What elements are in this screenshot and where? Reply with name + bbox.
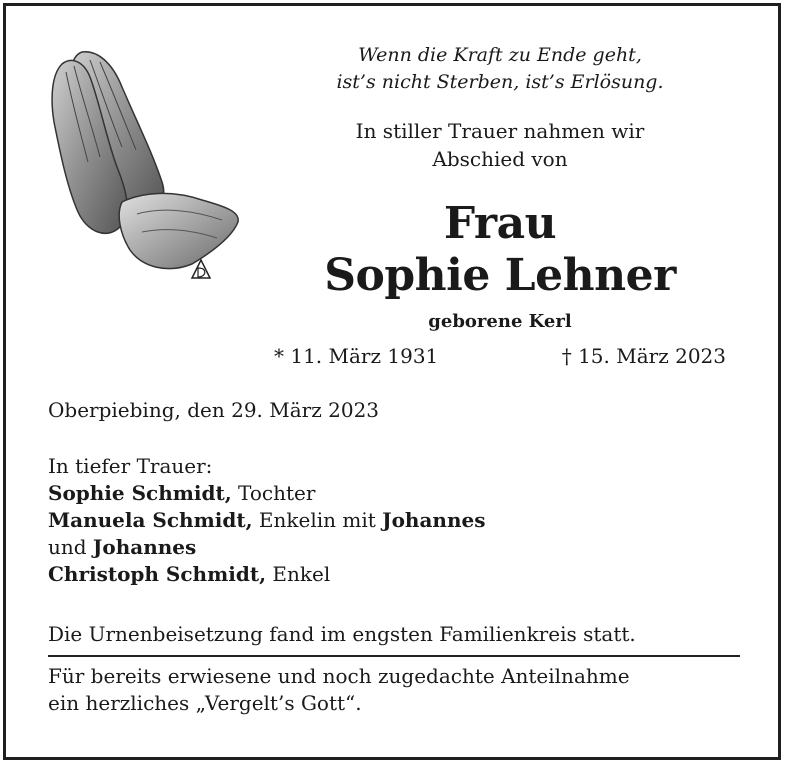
divider [48,655,740,657]
intro-line-1: In stiller Trauer nahmen wir [355,119,645,143]
birth-name: geborene Kerl [428,311,572,332]
mourners-list [48,453,748,588]
mourner-partner: Johannes [92,535,197,559]
mourner-name: Sophie Schmidt, [48,481,232,505]
deceased-title: Frau [443,198,557,249]
mourner-relation: Enkelin mit [252,508,383,532]
thanks-note [48,663,748,717]
mourners-heading: In tiefer Trauer: [48,454,213,478]
mourner-partner: Johannes [382,508,486,532]
mourner-name: Manuela Schmidt, [48,508,253,532]
deceased-name: Sophie Lehner [324,250,676,301]
mourner-3 [48,561,748,588]
conjunction: und [48,535,93,559]
memorial-quote [270,42,730,96]
thanks-line-2: ein herzliches „Vergelt’s Gott“. [48,691,362,715]
quote-line-1: Wenn die Kraft zu Ende geht, [358,44,642,66]
quote-line-2: ist’s nicht Sterben, ist’s Erlösung. [336,71,664,93]
mourner-2 [48,507,748,534]
burial-note: Die Urnenbeisetzung fand im engsten Familienkreis statt. [48,622,636,646]
mourner-1 [48,480,748,507]
death-date: † 15. März 2023 [561,344,726,368]
thanks-line-1: Für bereits erwiesene und noch zugedachte Anteilnahme [48,664,630,688]
birth-date: * 11. März 1931 [274,344,439,368]
mourner-relation: Enkel [266,562,331,586]
life-dates [270,342,730,372]
mourner-2-continued [48,534,748,561]
mourner-name: Christoph Schmidt, [48,562,267,586]
intro-line-2: Abschied von [432,147,568,171]
place-and-date: Oberpiebing, den 29. März 2023 [48,398,380,422]
mourner-relation: Tochter [231,481,316,505]
intro-text [270,117,730,173]
praying-hands-icon [42,42,242,282]
